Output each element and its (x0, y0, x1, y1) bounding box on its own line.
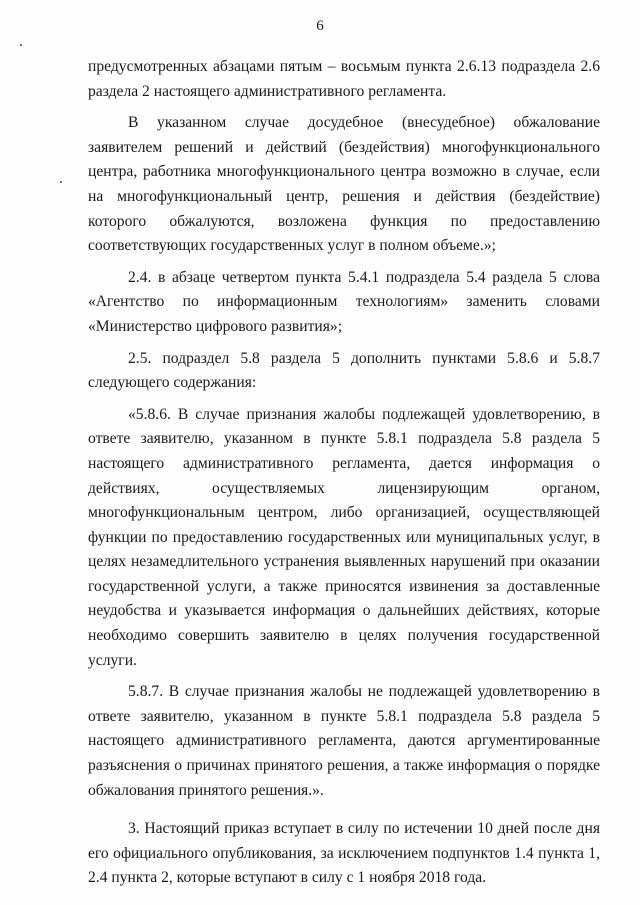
scan-speck (20, 44, 22, 46)
paragraph-mfc-appeal: В указанном случае досудебное (внесудебное) обжалование заявителем решений и действий (бездействия) многофункционального центра, работника многофункционального центра возможно в случае, если на многофункциональный центр, решения и действия (бездействие) которого обжалуются, возложена функция по предоставлению соответствующих государственных услуг в полном объеме.»; (88, 114, 600, 255)
document-body (88, 55, 600, 898)
paragraph-2-4: 2.4. в абзаце четвертом пункта 5.4.1 подраздела 5.4 раздела 5 слова «Агентство по информационным технологиям» заменить словами «Министерство цифрового развития»; (88, 268, 600, 335)
paragraph-3-effective-date: 3. Настоящий приказ вступает в силу по истечении 10 дней после дня его официального опубликования, за исключением подпунктов 1.4 пункта 1, 2.4 пункта 2, которые вступают в силу с 1 ноября 2018 года. (88, 820, 600, 887)
paragraph-continuation: предусмотренных абзацами пятым – восьмым пункта 2.6.13 подраздела 2.6 раздела 2 настоящего административного регламента. (88, 58, 600, 100)
paragraph-5-8-7: 5.8.7. В случае признания жалобы не подлежащей удовлетворению в ответе заявителю, указанном в пункте 5.8.1 подраздела 5.8 раздела 5 настоящего административного регламента, даются аргументированные разъяснения о причинах принятого решения, а также информация о порядке обжалования принятого решения.». (88, 683, 600, 799)
paragraph-5-8-6: «5.8.6. В случае признания жалобы подлежащей удовлетворению, в ответе заявителю, указанном в пункте 5.8.1 подраздела 5.8 раздела 5 настоящего административного регламента, дается информация о действиях, осуществляемых лицензирующим органом, многофункциональным центром, либо организацией, осуществляющей функции по предоставлению государственных или муниципальных услуг, в целях незамедлительного устранения выявленных нарушений при оказании государственной услуги, а также приносятся извинения за доставленные неудобства и указывается информация о дальнейших действиях, которые необходимо совершить заявителю в целях получения государственной услуги. (88, 405, 600, 669)
scan-speck (60, 181, 62, 183)
paragraph-2-5: 2.5. подраздел 5.8 раздела 5 дополнить пунктами 5.8.6 и 5.8.7 следующего содержания: (88, 349, 600, 392)
page-number: 6 (316, 18, 324, 34)
